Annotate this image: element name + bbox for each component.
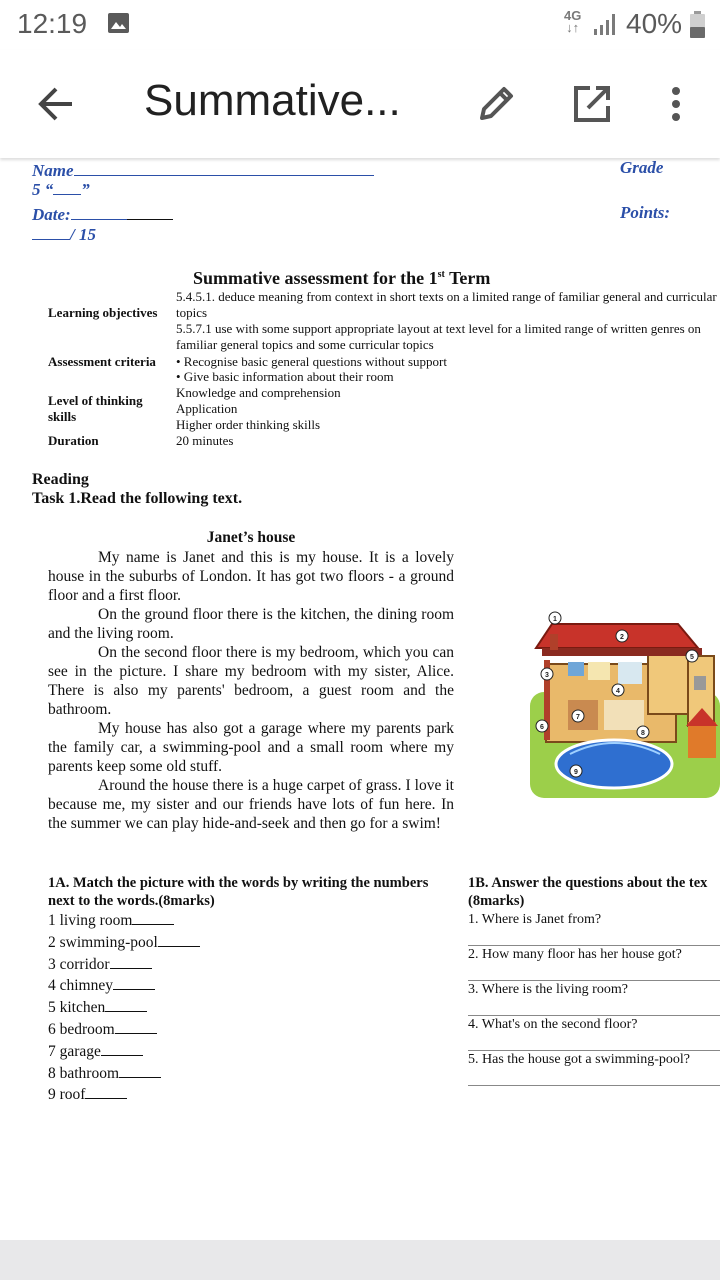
pic-number: 9 xyxy=(574,769,578,776)
pic-number: 4 xyxy=(616,688,620,695)
reading-section-heading xyxy=(32,470,242,508)
label-learning-objectives: Learning objectives xyxy=(48,305,158,320)
task-1b-marks: (8marks) xyxy=(468,893,525,909)
title-sup: st xyxy=(437,269,445,280)
pic-number: 5 xyxy=(690,654,694,661)
answer-blank[interactable] xyxy=(101,1042,143,1056)
back-arrow-icon[interactable] xyxy=(36,84,76,124)
more-vert-icon[interactable] xyxy=(664,84,688,124)
word-label: 3 corridor xyxy=(48,955,110,973)
question-item[interactable]: 5. Has the house got a swimming-pool? xyxy=(468,1051,720,1086)
answer-blank[interactable] xyxy=(158,933,200,947)
list-item xyxy=(48,1084,458,1106)
story-paragraph: On the second floor there is my bedroom, which you can see in the picture. I share my bedroom with my sister, Alice. There is also my parents' bedroom, a guest room and the bathroom. xyxy=(48,644,454,718)
value-objective-2: 5.5.7.1 use with some support appropriate layout at text level for a limited range of written genres on familiar general topics and some curricular topics xyxy=(176,321,701,352)
value-criteria-1: • Recognise basic general questions without support xyxy=(176,354,448,369)
points-total xyxy=(32,224,96,245)
points-label: Points: xyxy=(620,203,671,222)
date-blank-2 xyxy=(127,203,173,220)
answer-blank[interactable] xyxy=(115,1020,157,1034)
name-label: Name xyxy=(32,161,74,180)
value-skill-3: Higher order thinking skills xyxy=(176,417,321,432)
value-skill-2: Application xyxy=(176,401,238,416)
edit-pencil-icon[interactable] xyxy=(474,82,518,126)
list-item xyxy=(48,932,458,954)
pic-number: 1 xyxy=(553,616,557,623)
date-blank-1 xyxy=(71,203,127,220)
pic-number: 6 xyxy=(540,724,544,731)
word-label: 9 roof xyxy=(48,1086,86,1104)
label-thinking-skills: Level of thinking skills xyxy=(48,393,143,424)
pic-number: 8 xyxy=(641,730,645,737)
status-bar xyxy=(0,0,720,50)
document-title: Summative... xyxy=(144,76,401,125)
value-skill-1: Knowledge and comprehension xyxy=(176,385,341,400)
assessment-title xyxy=(193,268,490,289)
pic-number: 3 xyxy=(545,672,549,679)
story-paragraph: My house has also got a garage where my parents park the family car, a swimming-pool and a small room where my parents keep some old stuff. xyxy=(48,720,454,775)
list-item xyxy=(48,1019,458,1041)
data-arrows-icon: ↓↑ xyxy=(566,20,580,35)
bottom-bar xyxy=(0,1240,720,1280)
task-1a xyxy=(48,874,458,1106)
pic-number: 7 xyxy=(576,714,580,721)
question-item[interactable]: 2. How many floor has her house got? xyxy=(468,946,720,981)
answer-blank[interactable] xyxy=(110,955,152,969)
app-bar xyxy=(0,50,720,158)
word-label: 6 bedroom xyxy=(48,1020,115,1038)
word-label: 7 garage xyxy=(48,1042,101,1060)
pic-number: 2 xyxy=(620,634,624,641)
question-item[interactable]: 3. Where is the living room? xyxy=(468,981,720,1016)
document-page[interactable] xyxy=(0,158,720,1240)
points-total-value: / 15 xyxy=(70,225,96,244)
grade-value xyxy=(32,180,90,200)
list-item xyxy=(48,1041,458,1063)
word-label: 1 living room xyxy=(48,912,133,929)
question-item[interactable]: 1. Where is Janet from? xyxy=(468,911,720,946)
list-item xyxy=(48,975,458,997)
story-title: Janet’s house xyxy=(206,529,296,546)
network-type: 4G xyxy=(564,8,582,23)
answer-blank[interactable] xyxy=(113,976,155,990)
story-paragraph: Around the house there is a huge carpet of grass. I love it because me, my sister and our friends have lots of fun here. In the summer we can play hide-and-seek and then go for a swim! xyxy=(48,777,454,832)
date-field xyxy=(32,203,173,225)
value-objective-1: 5.4.5.1. deduce meaning from context in short texts on a limited range of familiar general and curricular topics xyxy=(176,289,717,320)
status-time: 12:19 xyxy=(17,8,88,39)
battery-percent: 40% xyxy=(626,8,683,39)
label-duration: Duration xyxy=(48,433,99,448)
word-label: 2 swimming-pool xyxy=(48,933,158,951)
grade-blank xyxy=(53,181,81,195)
list-item xyxy=(48,1063,458,1085)
name-field xyxy=(32,158,374,181)
value-criteria-2: • Give basic information about their room xyxy=(176,369,394,384)
story-text xyxy=(48,528,454,833)
list-item xyxy=(48,910,458,932)
house-illustration xyxy=(528,604,720,800)
title-text: Summative assessment for the 1 xyxy=(193,268,438,288)
photo-icon xyxy=(107,12,130,34)
name-blank xyxy=(74,158,374,176)
task-1b xyxy=(468,874,720,1086)
list-item xyxy=(48,997,458,1019)
date-label: Date: xyxy=(32,205,71,224)
answer-blank[interactable] xyxy=(132,911,174,925)
task-1b-heading: 1B. Answer the questions about the tex xyxy=(468,875,708,891)
story-paragraph: My name is Janet and this is my house. It is a lovely house in the suburbs of London. It has got two floors - a ground floor and a first floor. xyxy=(48,549,454,604)
list-item xyxy=(48,954,458,976)
answer-blank[interactable] xyxy=(119,1064,161,1078)
battery-icon xyxy=(690,11,705,38)
label-assessment-criteria: Assessment criteria xyxy=(48,354,156,369)
answer-blank[interactable] xyxy=(105,998,147,1012)
open-external-icon[interactable] xyxy=(570,82,614,126)
points-blank xyxy=(32,224,70,240)
value-duration: 20 minutes xyxy=(176,433,234,448)
grade-label: Grade xyxy=(620,158,664,177)
title-suffix: Term xyxy=(444,268,491,288)
word-label: 8 bathroom xyxy=(48,1064,120,1082)
question-item[interactable]: 4. What's on the second floor? xyxy=(468,1016,720,1051)
grade-prefix: 5 “ xyxy=(32,180,54,199)
network-indicator xyxy=(564,10,581,34)
grade-suffix: ” xyxy=(81,180,90,199)
reading-heading: Reading xyxy=(32,471,89,488)
signal-icon xyxy=(593,12,617,36)
reading-task: Task 1.Read the following text. xyxy=(32,490,243,507)
answer-blank[interactable] xyxy=(85,1085,127,1099)
word-label: 5 kitchen xyxy=(48,999,106,1017)
word-label: 4 chimney xyxy=(48,977,113,995)
task-1a-heading: 1A. Match the picture with the words by writing the numbers next to the words.(8marks) xyxy=(48,875,429,909)
story-paragraph: On the ground floor there is the kitchen, the dining room and the living room. xyxy=(48,606,454,642)
